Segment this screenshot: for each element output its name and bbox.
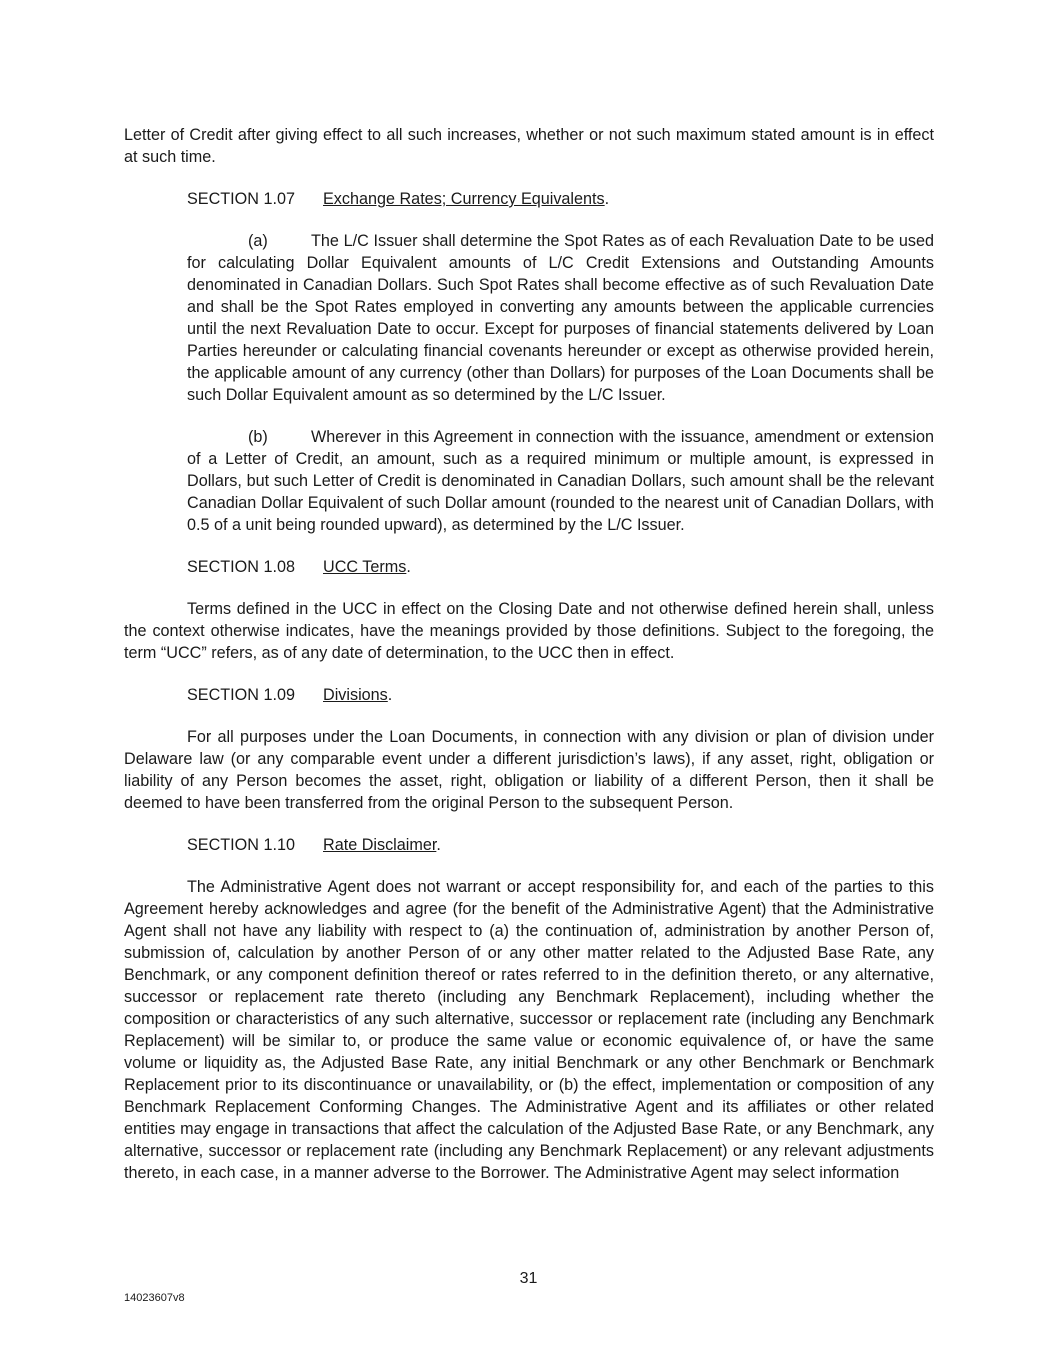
section-1-07-heading (187, 188, 934, 210)
section-1-07-a-paragraph (187, 230, 934, 406)
section-1-09-paragraph: For all purposes under the Loan Documents, in connection with any division or plan of division under Delaware law (or any comparable event under a different jurisdiction’s laws), if any asset, right, obligation or liability of any Person becomes the asset, right, obligation or liability of a different Person, then it shall be deemed to have been transferred from the original Person to the subsequent Person. (124, 728, 934, 812)
section-1-07-b-paragraph (187, 426, 934, 536)
continuation-paragraph: Letter of Credit after giving effect to all such increases, whether or not such maximum stated amount is in effect at such time. (124, 126, 934, 166)
section-title: UCC Terms (323, 558, 407, 576)
section-title: Divisions (323, 686, 388, 704)
clause-text: The L/C Issuer shall determine the Spot Rates as of each Revaluation Date to be used for calculating Dollar Equivalent amounts of L/C Credit Extensions and Outstanding Amounts denominated in Canadian Dollars. Such Spot Rates shall become effective as of such Revaluation Date and shall be the Spot Rates employed in converting any amounts between the applicable currencies until the next Revaluation Date to occur. Except for purposes of financial statements delivered by Loan Parties hereunder or calculating financial covenants hereunder or except as otherwise provided herein, the applicable amount of any currency (other than Dollars) for purposes of the Loan Documents shall be such Dollar Equivalent amount as so determined by the L/C Issuer. (187, 232, 934, 404)
page-number: 31 (519, 1270, 538, 1287)
section-title-period: . (604, 190, 610, 208)
section-title-period: . (436, 836, 441, 854)
clause-text: Wherever in this Agreement in connection with the issuance, amendment or extension of a Letter of Credit, an amount, such as a required minimum or multiple amount, is expressed in Dollars, but such Letter of Credit is denominated in Canadian Dollars, such amount shall be the relevant Canadian Dollar Equivalent of such Dollar amount (rounded to the nearest unit of Canadian Dollars, with 0.5 of a unit being rounded upward), as determined by the L/C Issuer. (187, 428, 934, 534)
section-1-08-paragraph: Terms defined in the UCC in effect on the Closing Date and not otherwise defined herein shall, unless the context otherwise indicates, have the meanings provided by those definitions. Subject to the foregoing, the term “UCC” refers, as of any date of determination, to the UCC then in effect. (124, 600, 934, 662)
section-number: SECTION 1.07 (187, 190, 295, 208)
document-id: 14023607v8 (124, 1292, 185, 1304)
section-1-10-paragraph: The Administrative Agent does not warrant or accept responsibility for, and each of the parties to this Agreement hereby acknowledges and agree (for the benefit of the Administrative Agent) that the Administrative Agent shall not have any liability with respect to (a) the continuation of, administration by another Person of, submission of, calculation by another Person of or any other matter related to the Adjusted Base Rate, any Benchmark, or any component definition thereof or rates referred to in the definition thereto, or any alternative, successor or replacement rate thereto (including any Benchmark Replacement), including whether the composition or characteristics of any such alternative, successor or replacement rate (including any Benchmark Replacement) will be similar to, or produce the same value or economic equivalence of, or have the same volume or liquidity as, the Adjusted Base Rate, any initial Benchmark or any other Benchmark or Benchmark Replacement prior to its discontinuance or unavailability, or (b) the effect, implementation or composition of any Benchmark Replacement Conforming Changes. The Administrative Agent and its affiliates or other related entities may engage in transactions that affect the calculation of the Adjusted Base Rate, or any Benchmark, any alternative, successor or replacement rate (including any Benchmark Replacement) or any relevant adjustments thereto, in each case, in a manner adverse to the Borrower. The Administrative Agent may select information (124, 878, 934, 1182)
section-1-08-heading (187, 556, 934, 578)
section-title-period: . (387, 686, 393, 704)
section-number: SECTION 1.08 (187, 558, 295, 576)
section-title: Rate Disclaimer (323, 836, 437, 854)
clause-label: (b) (248, 428, 268, 446)
section-title: Exchange Rates; Currency Equivalents (323, 190, 605, 208)
section-number: SECTION 1.10 (187, 836, 295, 854)
section-1-10-heading (187, 834, 934, 856)
clause-label: (a) (248, 232, 268, 250)
section-1-09-heading (187, 684, 934, 706)
section-number: SECTION 1.09 (187, 686, 295, 704)
document-body (124, 124, 934, 1184)
section-title-period: . (406, 558, 411, 576)
